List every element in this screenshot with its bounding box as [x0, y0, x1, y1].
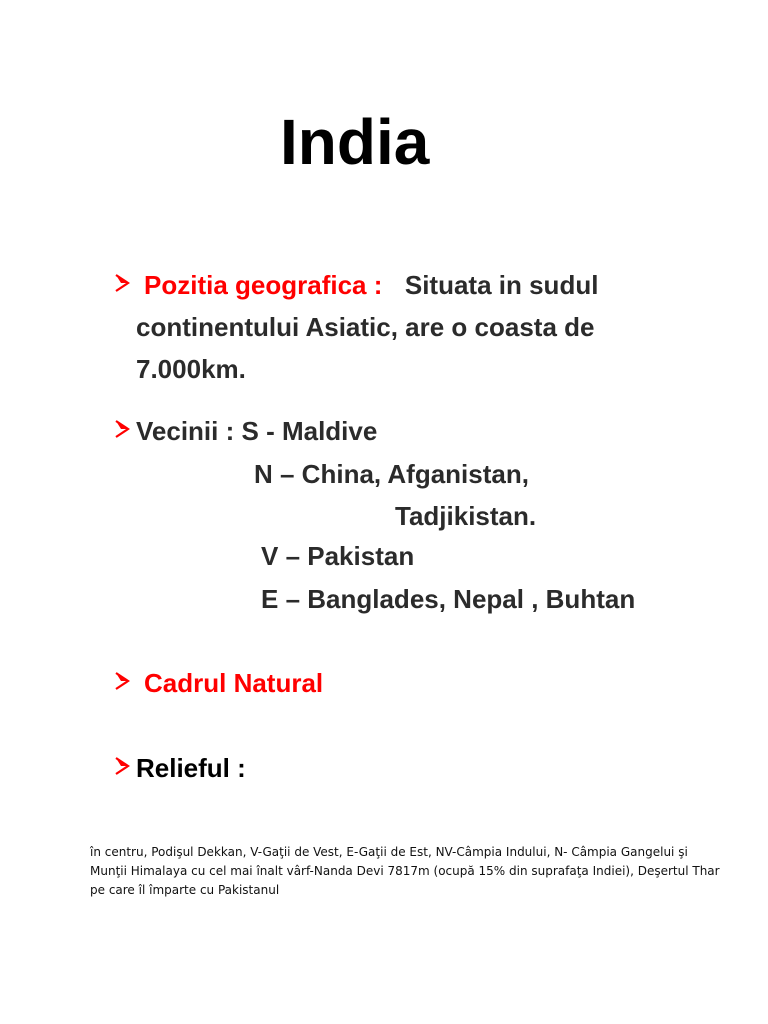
neighbor-north-line1: N – China, Afganistan, [254, 459, 529, 489]
section-vecinii-line [136, 415, 377, 447]
pozitia-text-line2: continentului Asiatic, are o coasta de [136, 312, 595, 342]
pozitia-text-line1: Situata in sudul [404, 270, 599, 300]
neighbor-north-line2: Tadjikistan. [395, 501, 537, 531]
pozitia-text-line3: 7.000km. [136, 354, 246, 384]
section-label-vecinii: Vecinii : [136, 416, 235, 446]
arrowhead-bullet-icon [113, 272, 131, 294]
arrowhead-bullet-icon [113, 418, 131, 440]
arrowhead-bullet-icon [113, 670, 131, 692]
section-label-relieful: Relieful : [136, 753, 246, 783]
relieful-text-line3: pe care îl împarte cu Pakistanul [90, 883, 280, 897]
page-title: India [280, 106, 430, 178]
relieful-text-line2: Munţii Himalaya cu cel mai înalt vârf-Nanda Devi 7817m (ocupă 15% din suprafaţa Indiei), Deşertul Thar [90, 864, 720, 878]
section-pozitia-line1 [144, 269, 598, 301]
neighbor-east: E – Banglades, Nepal , Buhtan [261, 584, 636, 614]
relieful-paragraph [90, 843, 720, 900]
relieful-text-line1: în centru, Podişul Dekkan, V-Gaţii de Vest, E-Gaţii de Est, NV-Câmpia Indului, N- Câmpia Gangelui şi [90, 845, 688, 859]
neighbor-south: S - Maldive [241, 416, 378, 446]
section-label-cadrul: Cadrul Natural [144, 668, 324, 698]
neighbor-west: V – Pakistan [261, 541, 415, 571]
arrowhead-bullet-icon [113, 755, 131, 777]
section-label-pozitia: Pozitia geografica : [144, 270, 383, 300]
